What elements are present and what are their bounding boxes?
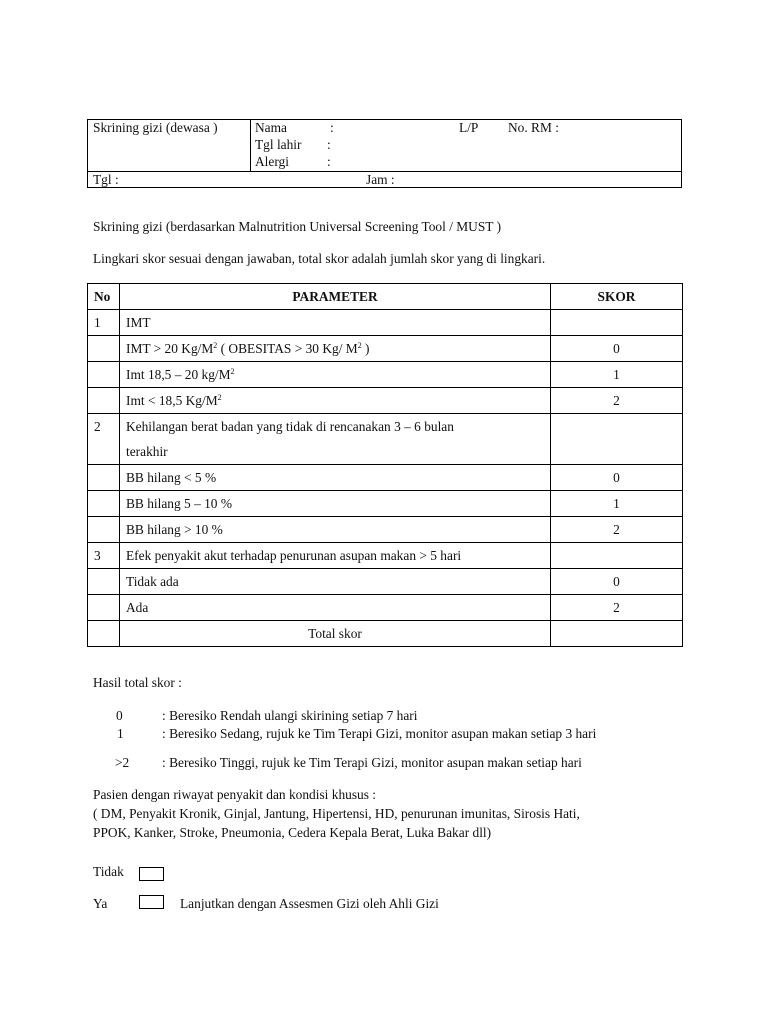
no-cell — [88, 517, 120, 543]
tgl-label: Tgl : — [93, 172, 119, 187]
item-skor[interactable]: 0 — [551, 336, 683, 362]
no-rm-label: No. RM : — [508, 120, 559, 135]
table-row — [88, 414, 683, 465]
no-cell — [88, 491, 120, 517]
section-title: IMT — [120, 310, 551, 336]
item-skor[interactable]: 2 — [551, 388, 683, 414]
no-cell — [88, 362, 120, 388]
no-cell — [88, 569, 120, 595]
result-score-0: 0 — [116, 708, 123, 723]
no-cell — [88, 336, 120, 362]
tgl-lahir-label: Tgl lahir — [255, 137, 302, 152]
skor-cell — [551, 310, 683, 336]
form-title: Skrining gizi (dewasa ) — [93, 120, 218, 135]
tidak-label: Tidak — [93, 864, 124, 879]
total-label: Total skor — [120, 621, 551, 647]
table-row — [88, 517, 683, 543]
table-row — [88, 362, 683, 388]
item-label: BB hilang > 10 % — [120, 517, 551, 543]
total-row — [88, 621, 683, 647]
item-label: Imt 18,5 – 20 $kg/M^2$ — [120, 362, 551, 388]
col-header-parameter: PARAMETER — [120, 284, 551, 310]
item-label: Tidak ada — [120, 569, 551, 595]
result-score-2: >2 — [115, 755, 130, 770]
item-label: BB hilang 5 – 10 % — [120, 491, 551, 517]
must-score-table — [87, 283, 683, 647]
result-text-2: : Beresiko Tinggi, rujuk ke Tim Terapi Gizi, monitor asupan makan setiap hari — [162, 755, 582, 770]
table-row — [88, 595, 683, 621]
item-skor[interactable]: 2 — [551, 517, 683, 543]
no-cell — [88, 388, 120, 414]
header-divider-vertical — [250, 120, 251, 171]
table-row — [88, 465, 683, 491]
table-row — [88, 310, 683, 336]
special-line-1: Pasien dengan riwayat penyakit dan kondisi khusus : — [93, 787, 377, 802]
alergi-label: Alergi — [255, 154, 289, 169]
item-skor[interactable]: 2 — [551, 595, 683, 621]
item-label: BB hilang < 5 % — [120, 465, 551, 491]
nama-colon: : — [330, 120, 334, 135]
table-row — [88, 491, 683, 517]
section-title: Kehilangan berat badan yang tidak di rencanakan 3 – 6 bulan terakhir — [120, 414, 551, 465]
item-skor[interactable]: 1 — [551, 362, 683, 388]
section-no: 3 — [88, 543, 120, 569]
skor-cell — [551, 543, 683, 569]
section-no: 1 — [88, 310, 120, 336]
item-label: Imt < 18,5 $Kg/M^2$ — [120, 388, 551, 414]
ya-label: Ya — [93, 896, 108, 911]
col-header-no: No — [88, 284, 120, 310]
ya-checkbox[interactable] — [139, 895, 164, 909]
skor-cell — [551, 414, 683, 465]
item-skor[interactable]: 1 — [551, 491, 683, 517]
intro-line-1: Skrining gizi (berdasarkan Malnutrition Universal Screening Tool / MUST ) — [93, 219, 502, 234]
alergi-colon: : — [327, 154, 331, 169]
table-row — [88, 569, 683, 595]
col-header-skor: SKOR — [551, 284, 683, 310]
result-text-0: : Beresiko Rendah ulangi skirining setiap 7 hari — [162, 708, 418, 723]
intro-line-2: Lingkari skor sesuai dengan jawaban, total skor adalah jumlah skor yang di lingkari. — [93, 251, 546, 266]
jam-label: Jam : — [366, 172, 395, 187]
ya-note: Lanjutkan dengan Assesmen Gizi oleh Ahli Gizi — [180, 896, 439, 911]
special-line-3: PPOK, Kanker, Stroke, Pneumonia, Cedera Kepala Berat, Luka Bakar dll) — [93, 825, 492, 840]
no-cell — [88, 621, 120, 647]
result-text-1: : Beresiko Sedang, rujuk ke Tim Terapi Gizi, monitor asupan makan setiap 3 hari — [162, 726, 597, 741]
item-skor[interactable]: 0 — [551, 465, 683, 491]
tgl-lahir-colon: : — [327, 137, 331, 152]
no-cell — [88, 465, 120, 491]
item-label: IMT > 20 $Kg/M^2$ ( OBESITAS > 30 Kg/ $M^2$ ) — [120, 336, 551, 362]
section-title: Efek penyakit akut terhadap penurunan asupan makan > 5 hari — [120, 543, 551, 569]
result-score-1: 1 — [117, 726, 124, 741]
no-cell — [88, 595, 120, 621]
table-row — [88, 543, 683, 569]
section-no: 2 — [88, 414, 120, 465]
table-row — [88, 388, 683, 414]
nama-label: Nama — [255, 120, 287, 135]
item-skor[interactable]: 0 — [551, 569, 683, 595]
lp-label: L/P — [459, 120, 479, 135]
item-label: Ada — [120, 595, 551, 621]
total-value-field[interactable] — [551, 621, 683, 647]
tidak-checkbox[interactable] — [139, 867, 164, 881]
table-header-row — [88, 284, 683, 310]
special-line-2: ( DM, Penyakit Kronik, Ginjal, Jantung, Hipertensi, HD, penurunan imunitas, Sirosis Hati, — [93, 806, 580, 821]
table-row — [88, 336, 683, 362]
results-title: Hasil total skor : — [93, 675, 182, 690]
